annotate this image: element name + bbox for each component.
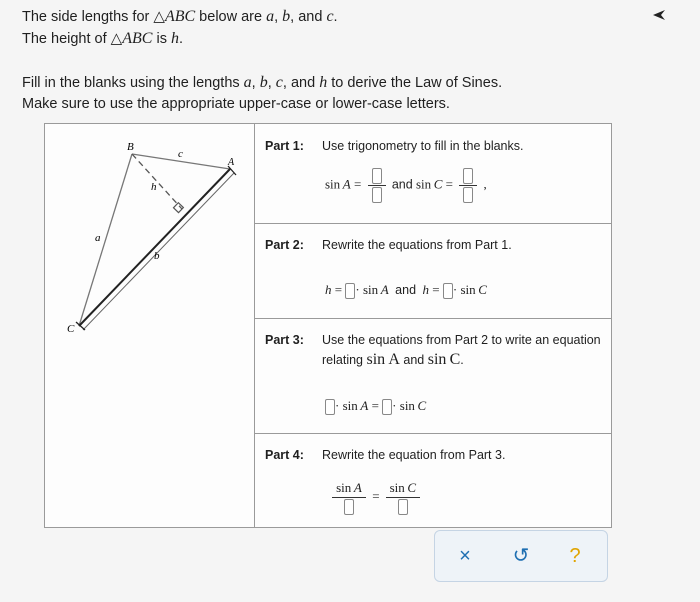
answer-toolbar	[434, 530, 608, 582]
side-a-line	[79, 154, 132, 326]
part-4	[255, 434, 611, 527]
intro-line-1: The side lengths for △ABC below are a, b, and c.	[22, 8, 338, 25]
p1-f1-numerator-blank[interactable]	[372, 168, 382, 184]
part-4-label: Part 4:	[265, 448, 304, 462]
p3-blank-1[interactable]	[325, 399, 335, 415]
mouse-cursor-icon	[652, 8, 666, 22]
help-button[interactable]: ?	[569, 545, 581, 567]
p1-f2-numerator-blank[interactable]	[463, 168, 473, 184]
p4-left-denominator-blank[interactable]	[344, 499, 354, 515]
part-1-label: Part 1:	[265, 139, 304, 153]
triangle-figure	[45, 124, 255, 527]
p1-f1-denominator-blank[interactable]	[372, 187, 382, 203]
right-angle-mark	[173, 203, 183, 213]
part-3-label: Part 3:	[265, 333, 304, 347]
part-4-fraction-left: sin A	[332, 480, 366, 515]
part-1	[255, 124, 611, 224]
part-4-equation: sin A = sin C	[329, 480, 423, 515]
part-2-equation: h = · sin A and h = · sin C	[325, 282, 487, 299]
part-4-text: Rewrite the equation from Part 3.	[322, 448, 506, 462]
side-c-label: c	[178, 148, 183, 160]
part-1-equation: sin A = and sin C = ,	[325, 168, 487, 203]
side-b-label: b	[154, 250, 160, 262]
part-3-equation: · sin A = · sin C	[325, 398, 426, 415]
part-3	[255, 319, 611, 434]
height-line	[132, 154, 182, 209]
p2-blank-1[interactable]	[345, 283, 355, 299]
parts-column	[255, 124, 611, 527]
vertex-c-label: C	[67, 323, 75, 335]
part-4-fraction-right: sin C	[386, 480, 420, 515]
vertex-a-label: A	[228, 157, 235, 168]
part-2	[255, 224, 611, 319]
intro-line-2: The height of △ABC is h.	[22, 30, 183, 47]
part-1-fraction-2	[459, 168, 477, 203]
part-3-text: Use the equations from Part 2 to write an equation relating sin A and sin C.	[322, 333, 601, 368]
vertex-b-label: B	[127, 141, 134, 153]
height-h-label: h	[151, 181, 157, 193]
problem-statement	[22, 6, 502, 115]
p3-blank-2[interactable]	[382, 399, 392, 415]
p1-f2-denominator-blank[interactable]	[463, 187, 473, 203]
instruction-line-1: Fill in the blanks using the lengths a, b, c, and h to derive the Law of Sines.	[22, 74, 503, 91]
part-1-fraction-1	[368, 168, 386, 203]
part-2-label: Part 2:	[265, 238, 304, 252]
workspace-panel	[44, 123, 612, 528]
part-2-text: Rewrite the equations from Part 1.	[322, 238, 512, 252]
undo-button[interactable]: ↺	[512, 545, 530, 567]
p2-blank-2[interactable]	[443, 283, 453, 299]
instruction-line-2: Make sure to use the appropriate upper-case or lower-case letters.	[22, 96, 450, 112]
part-1-text: Use trigonometry to fill in the blanks.	[322, 139, 524, 153]
side-a-label: a	[95, 232, 101, 244]
clear-button[interactable]: ×	[459, 545, 471, 567]
p4-right-denominator-blank[interactable]	[398, 499, 408, 515]
